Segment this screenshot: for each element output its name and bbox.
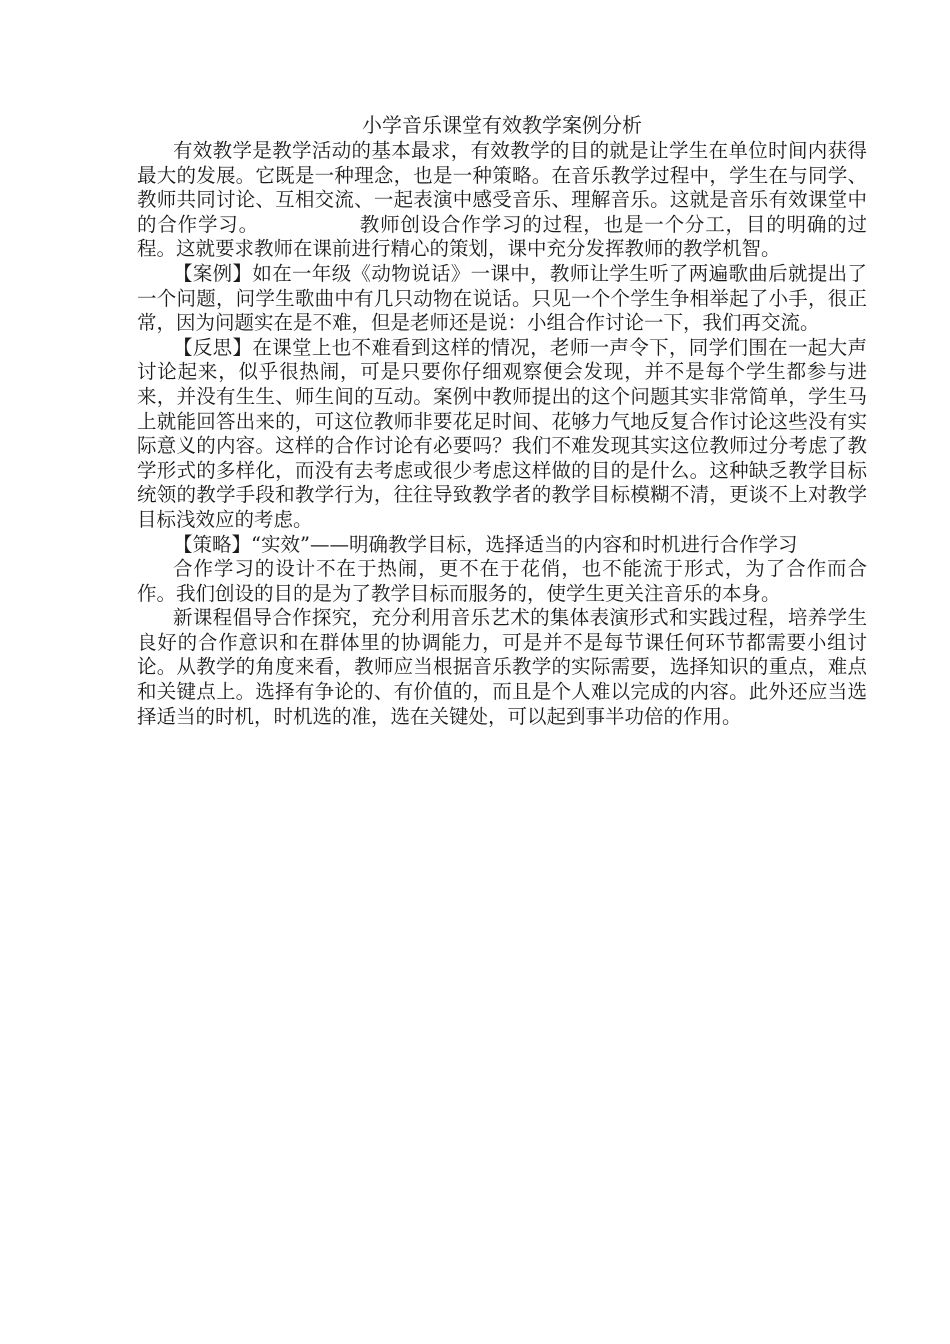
intro-paragraph xyxy=(137,139,867,262)
case-paragraph: 【案例】如在一年级《动物说话》一课中，教师让学生听了两遍歌曲后就提出了一个问题，问学生歌曲中有几只动物在说话。只见一个个学生争相举起了小手，很正常，因为问题实在是不难，但是老师还是说：小组合作讨论一下，我们再交流。 xyxy=(137,261,867,335)
strategy-paragraph-2: 新课程倡导合作探究，充分利用音乐艺术的集体表演形式和实践过程，培养学生良好的合作意识和在群体里的协调能力，可是并不是每节课任何环节都需要小组讨论。从教学的角度来看，教师应当根据音乐教学的实际需要，选择知识的重点，难点和关键点上。选择有争论的、有价值的，而且是个人难以完成的内容。此外还应当选择适当的时机，时机选的准，选在关键处，可以起到事半功倍的作用。 xyxy=(137,606,867,728)
strategy-paragraph-1: 合作学习的设计不在于热闹，更不在于花俏，也不能流于形式，为了合作而合作。我们创设的目的是为了教学目标而服务的，使学生更关注音乐的本身。 xyxy=(137,557,867,605)
strategy-heading: 【策略】“实效”——明确教学目标，选择适当的内容和时机进行合作学习 xyxy=(173,532,798,556)
document-title: 小学音乐课堂有效教学案例分析 xyxy=(362,113,642,137)
intro-text-part2: 教师创设合作学习的过程，也是一个分工，目的明确的过程。这就要求教师在课前进行精心的策划，课中充分发挥教师的教学机智。 xyxy=(137,212,867,261)
document-body xyxy=(137,112,867,729)
intro-text-part1: 有效教学是教学活动的基本最求，有效教学的目的就是让学生在单位时间内获得最大的发展。它既是一种理念，也是一种策略。在音乐教学过程中，学生在与同学、教师共同讨论、互相交流、一起表演中感受音乐、理解音乐。这就是音乐有效课堂中的合作学习。 xyxy=(137,139,867,236)
reflection-paragraph: 【反思】在课堂上也不难看到这样的情况，老师一声令下，同学们围在一起大声讨论起来，似乎很热闹，可是只要你仔细观察便会发现，并不是每个学生都参与进来，并没有生生、师生间的互动。案例中教师提出的这个问题其实非常简单，学生马上就能回答出来的，可这位教师非要花足时间、花够力气地反复合作讨论这些没有实际意义的内容。这样的合作讨论有必要吗？我们不难发现其实这位教师过分考虑了教学形式的多样化，而没有去考虑或很少考虑这样做的目的是什么。这种缺乏教学目标统领的教学手段和教学行为，往往导致教学者的教学目标模糊不清，更谈不上对教学目标浅效应的考虑。 xyxy=(137,335,867,531)
